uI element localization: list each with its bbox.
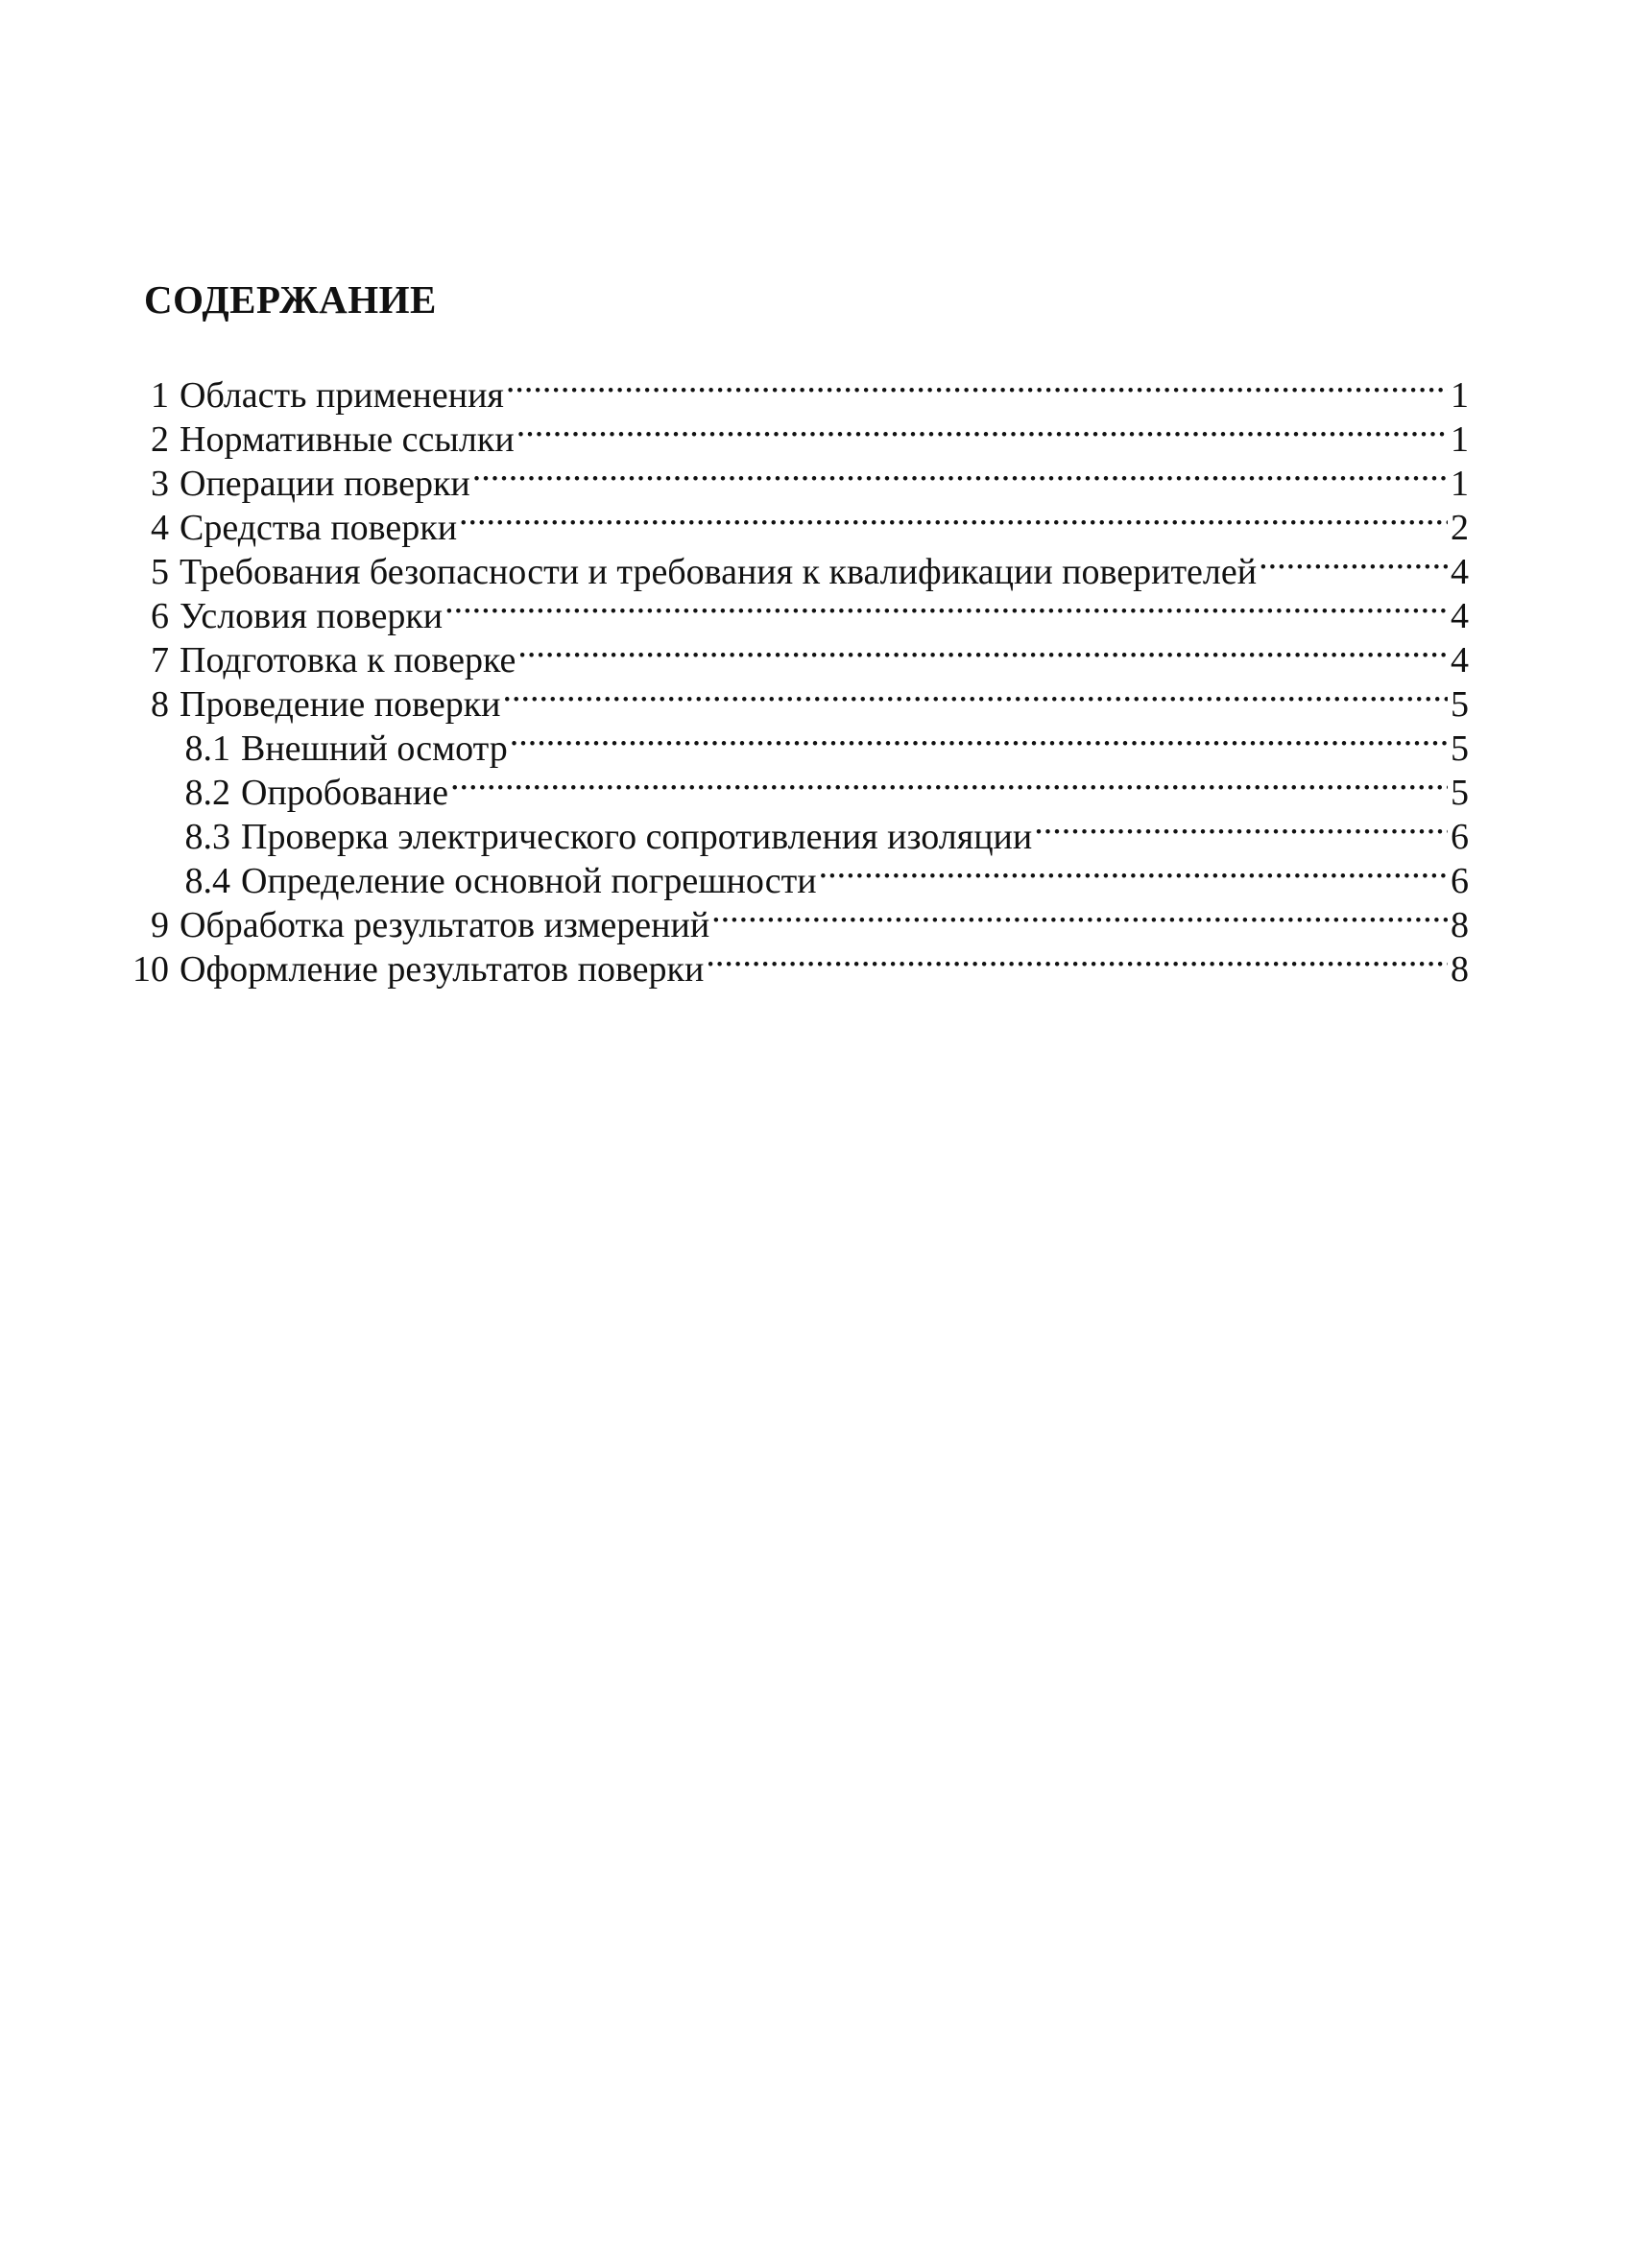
toc-entry-page: 2: [1451, 508, 1469, 548]
toc-entry-number: 4: [151, 508, 169, 548]
toc-entry-page: 4: [1451, 596, 1469, 636]
toc-entry-number: 9: [151, 905, 169, 945]
dot-leader: [510, 716, 1448, 760]
toc-entry-number: 6: [151, 596, 169, 636]
toc-entry-number: 8.2: [184, 773, 230, 813]
dot-leader: [444, 584, 1448, 628]
toc-entry-page: 1: [1451, 375, 1469, 416]
toc-entry-label: Оформление результатов поверки: [180, 949, 705, 990]
toc-entry-label: Проведение поверки: [180, 684, 501, 725]
toc-entry-page: 5: [1451, 684, 1469, 725]
dot-leader: [517, 628, 1448, 672]
toc-entry-number: 8.1: [184, 728, 230, 769]
dot-leader: [459, 495, 1448, 539]
toc-entry-label: Средства поверки: [180, 508, 458, 548]
toc-entry-number: 3: [151, 464, 169, 504]
toc-entry-page: 4: [1451, 552, 1469, 592]
toc-entry-page: 6: [1451, 861, 1469, 901]
dot-leader: [506, 363, 1448, 407]
dot-leader: [516, 407, 1448, 451]
dot-leader: [472, 451, 1448, 495]
dot-leader: [819, 848, 1448, 893]
toc-entry-page: 1: [1451, 419, 1469, 460]
toc-entry-label: Требования безопасности и требования к квалификации поверителей: [180, 552, 1258, 592]
toc-entry-label: Условия поверки: [180, 596, 444, 636]
table-of-contents: [132, 363, 1469, 990]
toc-entry-page: 1: [1451, 464, 1469, 504]
toc-entry-label: Операции поверки: [180, 464, 470, 504]
toc-entry-number: 10: [132, 949, 169, 990]
toc-entry-number: 8: [151, 684, 169, 725]
toc-entry-label: Обработка результатов измерений: [180, 905, 710, 945]
toc-entry-page: 8: [1451, 905, 1469, 945]
toc-entry-label: Нормативные ссылки: [180, 419, 515, 460]
toc-entry-page: 6: [1451, 817, 1469, 857]
dot-leader: [711, 893, 1448, 937]
toc-entry-page: 5: [1451, 773, 1469, 813]
toc-entry-number: 1: [151, 375, 169, 416]
page-title: СОДЕРЖАНИЕ: [144, 277, 437, 322]
toc-entry[interactable]: [144, 363, 1469, 416]
toc-entry-label: Проверка электрического сопротивления изоляции: [241, 817, 1033, 857]
toc-entry-label: Опробование: [241, 773, 448, 813]
dot-leader: [1034, 804, 1448, 848]
toc-entry-page: 8: [1451, 949, 1469, 990]
toc-entry-label: Подготовка к поверке: [180, 640, 516, 680]
toc-entry-label: Область применения: [180, 375, 504, 416]
toc-entry-number: 5: [151, 552, 169, 592]
dot-leader: [706, 937, 1448, 981]
toc-entry-number: 2: [151, 419, 169, 460]
toc-entry-number: 7: [151, 640, 169, 680]
dot-leader: [503, 672, 1449, 716]
toc-entry-number: 8.3: [184, 817, 230, 857]
dot-leader: [450, 760, 1448, 804]
toc-entry-number: 8.4: [184, 861, 230, 901]
toc-entry-label: Внешний осмотр: [241, 728, 508, 769]
toc-entry-page: 4: [1451, 640, 1469, 680]
toc-entry-page: 5: [1451, 728, 1469, 769]
dot-leader: [1259, 539, 1448, 584]
toc-entry-label: Определение основной погрешности: [241, 861, 817, 901]
